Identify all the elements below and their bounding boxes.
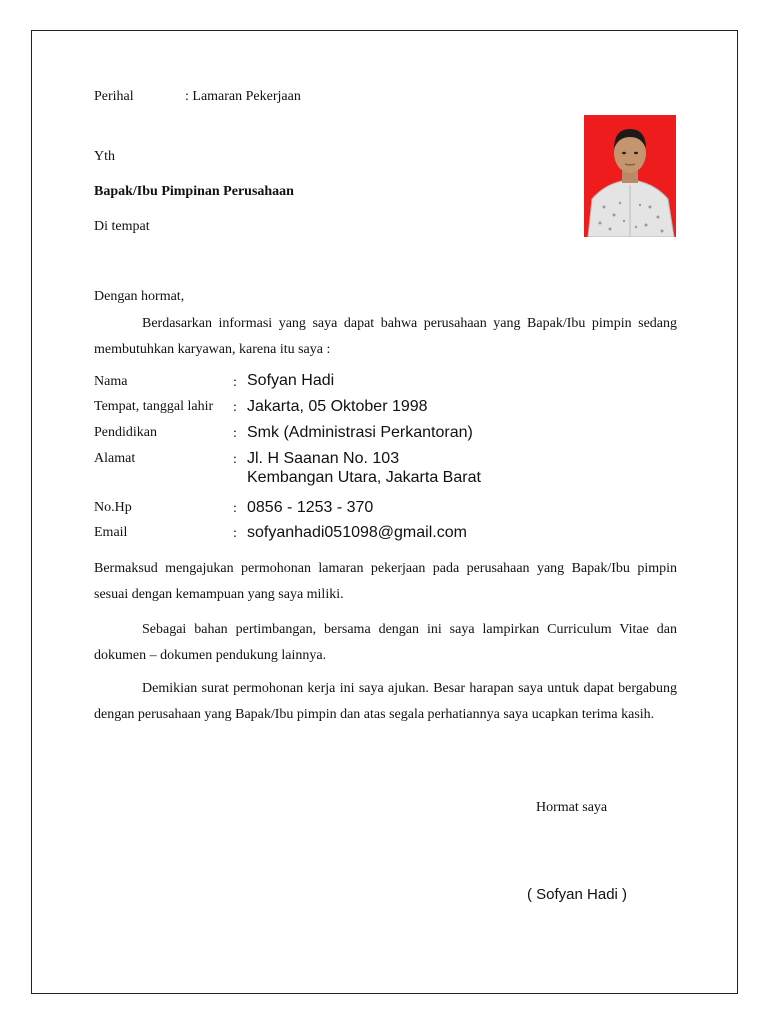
field-label-ttl: Tempat, tanggal lahir <box>94 399 214 414</box>
field-sep-email: : <box>233 526 237 541</box>
attachments-text: Sebagai bahan pertimbangan, bersama dengan ini saya lampirkan Curriculum Vitae dan dokumen – dokumen pendukung lainnya. <box>94 622 677 663</box>
closing-salutation: Hormat saya <box>536 800 608 815</box>
subject-label: Perihal <box>94 89 134 104</box>
subject-value: : Lamaran Pekerjaan <box>185 89 301 104</box>
field-sep-ttl: : <box>233 400 237 415</box>
field-value-email: sofyanhadi051098@gmail.com <box>247 524 467 541</box>
field-label-alamat: Alamat <box>94 451 136 466</box>
field-sep-nohp: : <box>233 501 237 516</box>
field-sep-pendidikan: : <box>233 426 237 441</box>
field-value-nama: Sofyan Hadi <box>247 372 335 389</box>
applicant-photo <box>584 115 676 237</box>
field-label-email: Email <box>94 525 128 540</box>
field-value-ttl: Jakarta, 05 Oktober 1998 <box>247 398 428 415</box>
field-label-nama: Nama <box>94 374 128 389</box>
field-value-nohp: 0856 - 1253 - 370 <box>247 499 374 516</box>
location: Di tempat <box>94 219 150 234</box>
intro-paragraph <box>94 311 677 363</box>
closing-text: Demikian surat permohonan kerja ini saya ajukan. Besar harapan saya untuk dapat bergabung dengan perusahaan yang Bapak/Ibu pimpin dan atas segala perhatiannya saya ucapkan terima kasih. <box>94 681 677 722</box>
paragraph-attachments <box>94 617 677 669</box>
field-value-alamat-line1: Jl. H Saanan No. 103 <box>247 450 400 467</box>
salutation-to: Yth <box>94 149 115 164</box>
field-value-pendidikan: Smk (Administrasi Perkantoran) <box>247 424 473 441</box>
greeting: Dengan hormat, <box>94 289 185 304</box>
field-sep-nama: : <box>233 375 237 390</box>
field-label-nohp: No.Hp <box>94 500 132 515</box>
recipient: Bapak/Ibu Pimpinan Perusahaan <box>94 184 294 199</box>
intro-text: Berdasarkan informasi yang saya dapat bahwa perusahaan yang Bapak/Ibu pimpin sedang membutuhkan karyawan, karena itu saya : <box>94 316 677 357</box>
field-sep-alamat: : <box>233 452 237 467</box>
signature-name: ( Sofyan Hadi ) <box>527 886 628 903</box>
paragraph-purpose: Bermaksud mengajukan permohonan lamaran pekerjaan pada perusahaan yang Bapak/Ibu pimpin sesuai dengan kemampuan yang saya miliki. <box>94 561 677 602</box>
letter-page <box>31 30 738 994</box>
field-label-pendidikan: Pendidikan <box>94 425 157 440</box>
field-value-alamat-line2: Kembangan Utara, Jakarta Barat <box>247 469 481 486</box>
paragraph-closing <box>94 676 677 728</box>
